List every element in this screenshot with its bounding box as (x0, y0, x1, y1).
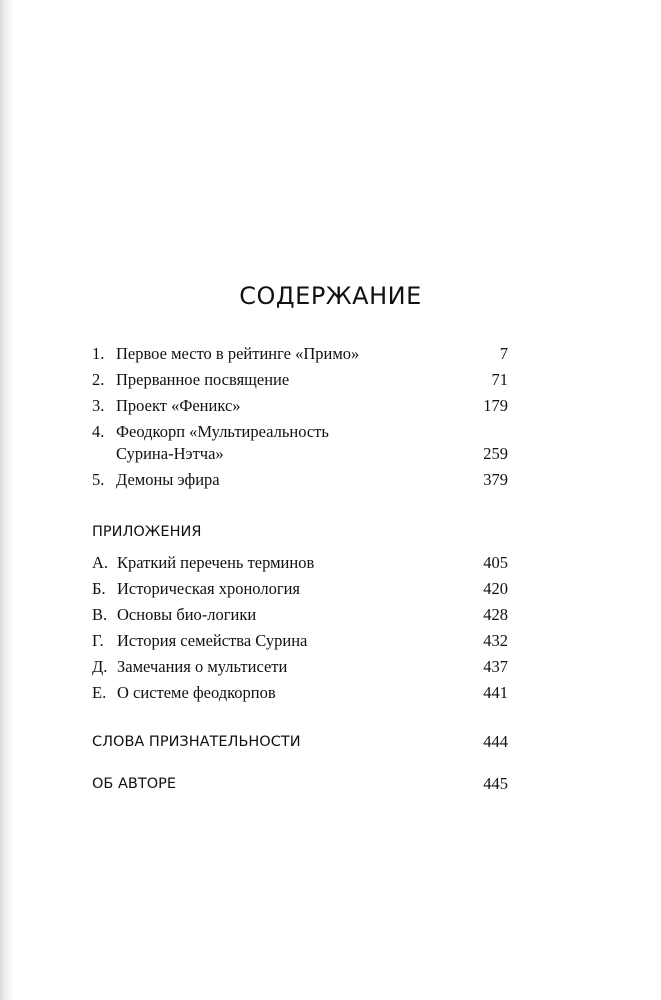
entry-page-number: 437 (483, 657, 508, 676)
entry-number: Б. (92, 579, 106, 598)
entry-number: 3. (92, 396, 105, 415)
entry-title: Проект «Феникс» (116, 396, 241, 415)
entry-page-number: 441 (483, 683, 508, 702)
entry-page-number: 379 (483, 470, 508, 489)
entry-title: Историческая хронология (117, 579, 301, 598)
entry-page-number: 405 (483, 553, 508, 572)
entry-title: Демоны эфира (116, 470, 220, 489)
toc-entry-acknowledgements[interactable] (92, 731, 508, 753)
toc-entry-chapter-5[interactable] (92, 469, 508, 491)
toc-entry-chapter-1[interactable] (92, 343, 508, 365)
entry-page-number: 179 (483, 396, 508, 415)
toc-entry-appendix-d[interactable] (92, 656, 508, 678)
entry-page-number: 259 (483, 444, 508, 463)
entry-page-number: 428 (483, 605, 508, 624)
toc-entry-appendix-g[interactable] (92, 630, 508, 652)
entry-title: СЛОВА ПРИЗНАТЕЛЬНОСТИ (92, 734, 301, 750)
entry-number: 1. (92, 344, 105, 363)
entry-number: Д. (92, 657, 108, 676)
toc-entry-appendix-b[interactable] (92, 578, 508, 600)
entry-title: О системе феодкорпов (117, 683, 276, 702)
toc-entry-appendix-a[interactable] (92, 552, 508, 574)
toc-entry-appendix-e[interactable] (92, 682, 508, 704)
toc-entry-appendix-v[interactable] (92, 604, 508, 626)
entry-title: Замечания о мультисети (117, 657, 288, 676)
entry-title: Основы био-логики (117, 605, 257, 624)
entry-page-number: 420 (483, 579, 508, 598)
page-title: СОДЕРЖАНИЕ (239, 282, 422, 310)
entry-number: А. (92, 553, 109, 572)
appendices-heading (92, 521, 508, 543)
entry-number: 4. (92, 422, 105, 441)
entry-page-number: 432 (483, 631, 508, 650)
entry-title: Прерванное посвящение (116, 370, 290, 389)
entry-number: Г. (92, 631, 104, 650)
entry-title: Феодкорп «Мультиреальность (116, 422, 329, 441)
entry-page-number: 445 (483, 774, 508, 793)
entry-page-number: 7 (499, 344, 508, 363)
section-heading-text: ПРИЛОЖЕНИЯ (92, 524, 202, 540)
entry-title: ОБ АВТОРЕ (92, 776, 177, 792)
entry-title-continuation: Сурина-Нэтча» (116, 444, 224, 463)
toc-entry-chapter-2[interactable] (92, 369, 508, 391)
entry-number: 2. (92, 370, 105, 389)
entry-number: Е. (92, 683, 107, 702)
page-edge-shadow (0, 0, 14, 1000)
toc-entry-chapter-3[interactable] (92, 395, 508, 417)
toc-entry-about-author[interactable] (92, 773, 508, 795)
toc-entry-chapter-4[interactable] (92, 421, 508, 465)
entry-number: 5. (92, 470, 105, 489)
entry-page-number: 444 (483, 732, 508, 751)
entry-title: Краткий перечень терминов (117, 553, 315, 572)
entry-title: Первое место в рейтинге «Примо» (116, 344, 360, 363)
entry-page-number: 71 (491, 370, 508, 389)
entry-number: В. (92, 605, 108, 624)
entry-title: История семейства Сурина (117, 631, 308, 650)
